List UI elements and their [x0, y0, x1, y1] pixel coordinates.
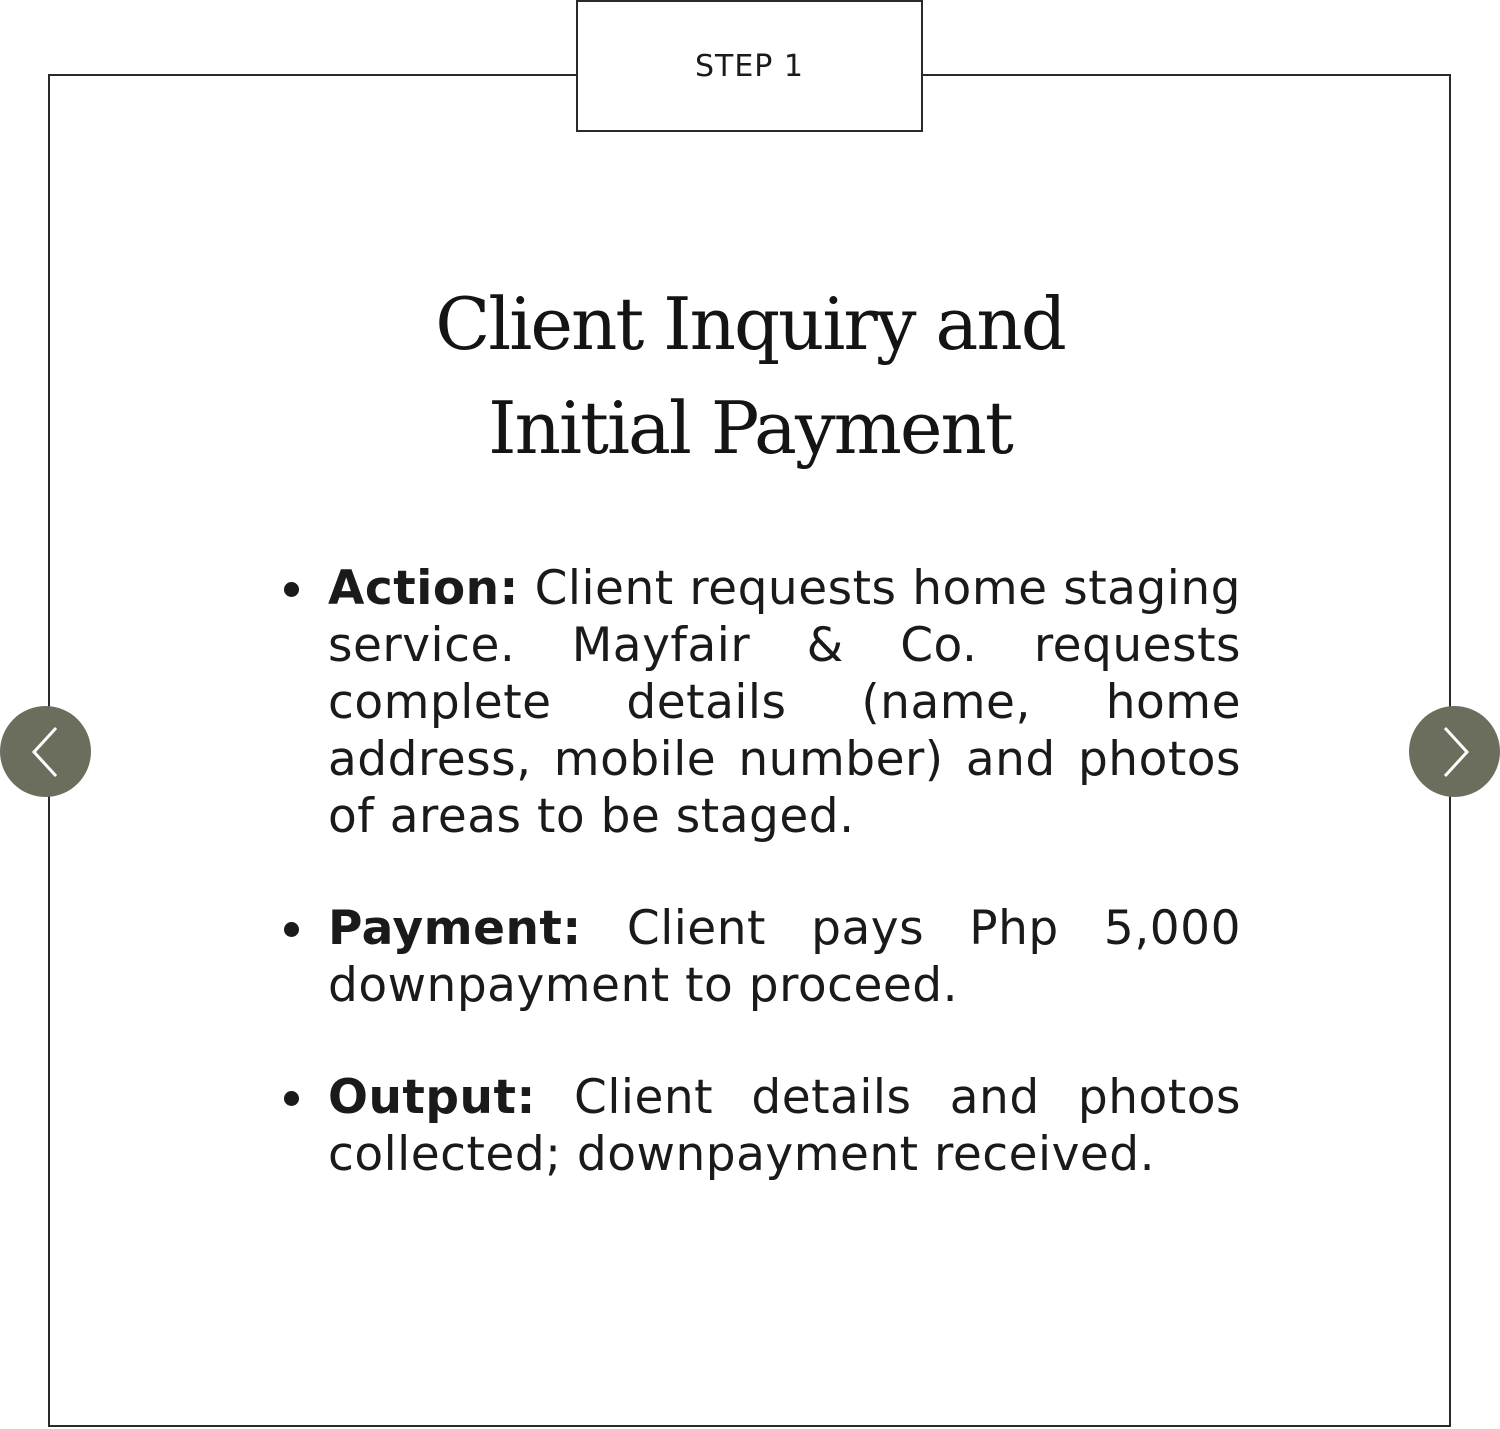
card-title-line-1: Client Inquiry and	[435, 282, 1065, 366]
list-item-output	[328, 1069, 1241, 1183]
next-slide-button[interactable]	[1409, 706, 1500, 797]
item-text: Client pays Php 5,000 downpayment to proceed.	[328, 901, 1241, 1013]
card-title-line-2: Initial Payment	[488, 386, 1012, 470]
previous-slide-button[interactable]	[0, 706, 91, 797]
item-text: Client details and photos collected; downpayment received.	[328, 1070, 1241, 1182]
card-title	[250, 272, 1250, 480]
details-list	[328, 560, 1241, 1238]
list-item-action	[328, 560, 1241, 845]
step-label: STEP 1	[576, 0, 923, 132]
item-text: Client requests home staging service. Mayfair & Co. requests complete details (name, home address, mobile number) and photos of areas to be staged.	[328, 561, 1241, 844]
item-label: Payment:	[328, 901, 582, 956]
chevron-left-icon	[26, 724, 66, 780]
item-label: Output:	[328, 1070, 536, 1125]
chevron-right-icon	[1435, 724, 1475, 780]
list-item-payment	[328, 900, 1241, 1014]
item-label: Action:	[328, 561, 519, 616]
